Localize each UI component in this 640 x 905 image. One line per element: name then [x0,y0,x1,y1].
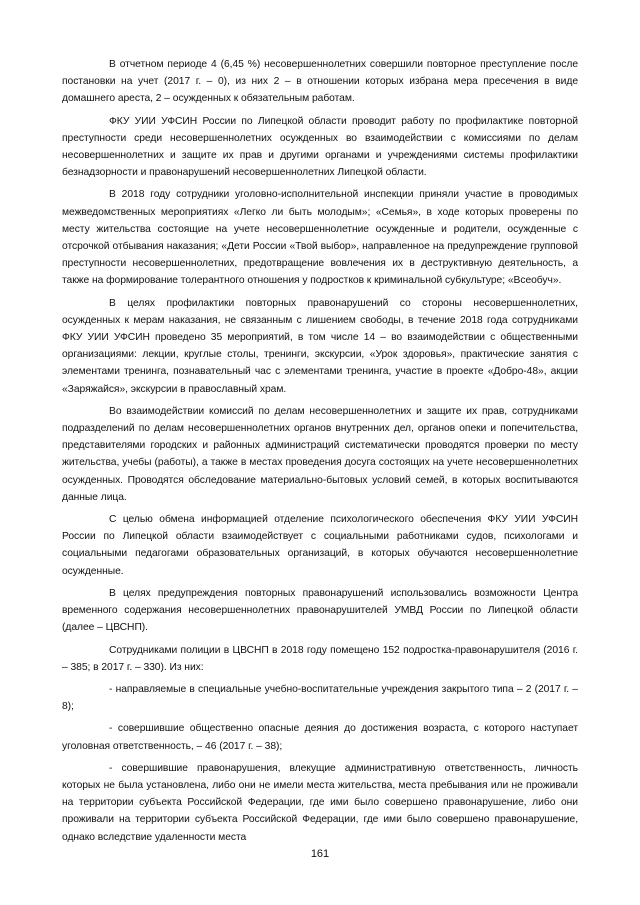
list-item-underage-acts: - совершившие общественно опасные деяния до достижения возраста, с которого наступает уголовная ответственность, – 46 (2017 г. – 38); [62,723,578,752]
list-item-administrative-offenses: - совершившие правонарушения, влекущие административную ответственность, личность которых не была установлена, либо они не имели места жительства, места пребывания или не проживали на территории субъекта Российской Федерации, где ими было совершено правонарушение, либо они проживали на территории субъекта Российской Федерации, где ими было совершено правонарушение, однако вследствие удаленности места [62,762,578,843]
page-number: 161 [310,848,330,860]
paragraph-prevention-measures: В целях профилактики повторных правонарушений со стороны несовершеннолетних, осужденных к мерам наказания, не связанным с лишением свободы, в течение 2018 года сотрудниками ФКУ УИИ УФСИН проведено 35 мероприятий, в том числе 14 – во взаимодействии с общественными организациями: лекции, круглые столы, тренинги, экскурсии, «Урок здоровья», практические занятия с элементами тренинга, познавательный час с элементами тренинга, участие в проекте «Добро-48», акции «Заряжайся», экскурсии в православный храм. [62,297,578,395]
paragraph-commission-interaction: Во взаимодействии комиссий по делам несовершеннолетних и защите их прав, сотрудниками подразделений по делам несовершеннолетних органов внутренних дел, органов опеки и попечительства, представителями городских и районных администраций систематически проводятся проверки по месту жительства, учебы (работы), а также в местах проведения досуга состоящих на учете несовершеннолетних осужденных. Проводятся обследование материально-бытовых условий семей, в которых воспитываются данные лица. [62,405,578,503]
paragraph-information-exchange: С целью обмена информацией отделение психологического обеспечения ФКУ УИИ УФСИН России по Липецкой области взаимодействует с социальными работниками судов, психологами и социальными педагогами образовательных организаций, в которых обучаются несовершеннолетние осужденные. [62,514,578,577]
paragraph-repeat-offenses: В отчетном периоде 4 (6,45 %) несовершеннолетних совершили повторное преступление после постановки на учет (2017 г. – 0), из них 2 – в отношении которых избрана мера пресечения в виде домашнего ареста, 2 – осужденных к обязательным работам. [62,59,578,105]
paragraph-tsvsnp-intro: В целях предупреждения повторных правонарушений использовались возможности Центра временного содержания несовершеннолетних правонарушителей УМВД России по Липецкой области (далее – ЦВСНП). [62,587,578,634]
paragraph-fku-uii-prevention: ФКУ УИИ УФСИН России по Липецкой области проводит работу по профилактике повторной преступности среди несовершеннолетних осужденных во взаимодействии с комиссиями по делам несовершеннолетних и защите их прав и другими органами и учреждениями системы профилактики безнадзорности и правонарушений несовершеннолетних Липецкой области. [62,115,578,179]
list-item-closed-institutions: - направляемые в специальные учебно-воспитательные учреждения закрытого типа – 2 (2017 г. – 8); [62,683,578,713]
paragraph-tsvsnp-statistics: Сотрудниками полиции в ЦВСНП в 2018 году помещено 152 подростка-правонарушителя (2016 г. – 385; в 2017 г. – 330). Из них: [62,644,578,673]
paragraph-interagency-events: В 2018 году сотрудники уголовно-исполнительной инспекции приняли участие в проводимых межведомственных мероприятиях «Легко ли быть молодым»; «Семья», в ходе которых проверены по месту жительства состоящие на учете несовершеннолетние осужденные и родители, осужденные с отсрочкой отбывания наказания; «Дети России «Твой выбор», направленное на предупреждение групповой преступности несовершеннолетних, предотвращение вовлечения их в деструктивную деятельность, а также на формирование толерантного отношения у подростков к криминальной субкультуре; «Всеобуч». [62,189,578,287]
document-page [62,56,578,851]
